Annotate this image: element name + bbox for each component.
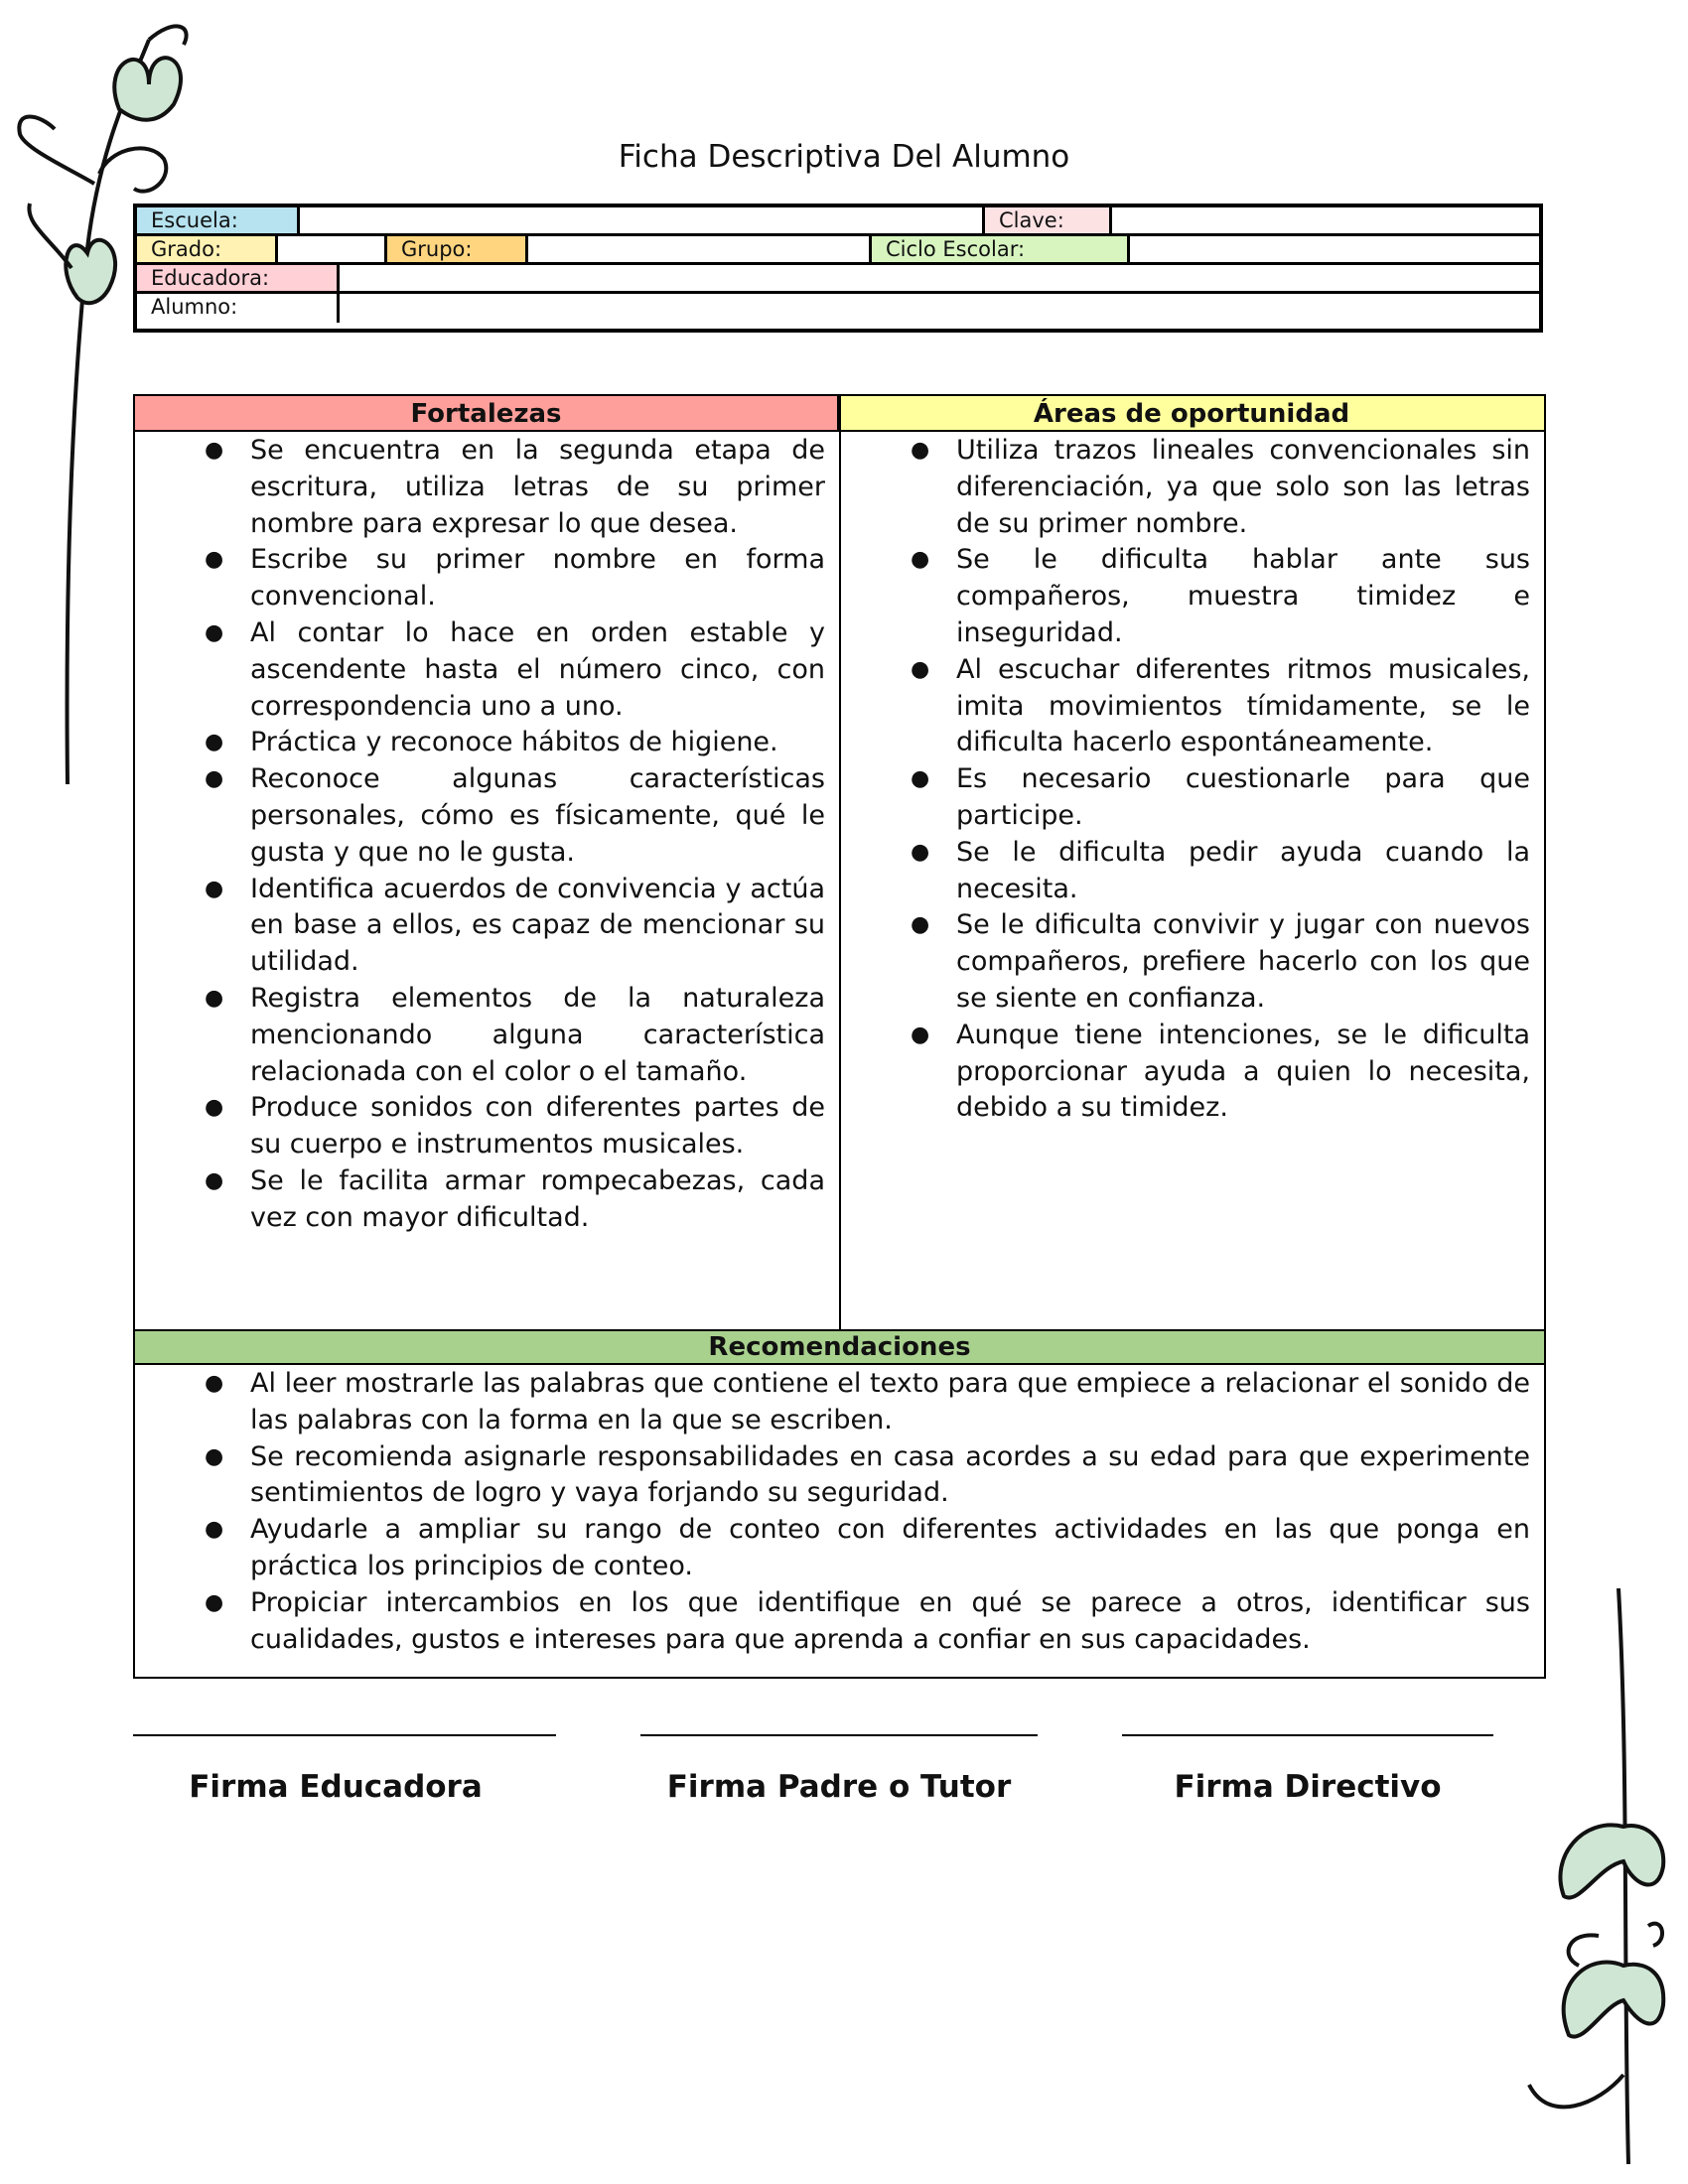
list-item-text: Ayudarle a ampliar su rango de conteo con diferentes actividades en las que ponga en práctica los principios de conteo. (250, 1514, 1530, 1581)
fortalezas-column (135, 433, 839, 1237)
bullet-icon: ● (911, 766, 930, 792)
list-item (135, 761, 825, 871)
list-item-text: Se le dificulta convivir y jugar con nuevos compañeros, prefiere hacerlo con los que se siente en confianza. (956, 909, 1530, 1014)
oportunidad-column (841, 433, 1544, 1127)
fortalezas-header: Fortalezas (135, 396, 839, 432)
signature-line-educadora (133, 1734, 556, 1736)
list-item-text: Reconoce algunas características personales, cómo es físicamente, qué le gusta y que no le gusta. (250, 763, 825, 868)
bullet-icon: ● (205, 1589, 224, 1615)
list-item (135, 1090, 825, 1163)
list-item-text: Al leer mostrarle las palabras que contiene el texto para que empiece a relacionar el sonido de las palabras con la forma en la que se escriben. (250, 1368, 1530, 1435)
recomendaciones-column (135, 1366, 1544, 1658)
bullet-icon: ● (205, 766, 224, 792)
list-item (841, 652, 1530, 761)
bullet-icon: ● (911, 912, 930, 938)
list-item (135, 542, 825, 615)
grado-label: Grado: (137, 236, 278, 262)
list-item-text: Propiciar intercambios en los que identifique en qué se parece a otros, identificar sus cualidades, gustos e intereses para que aprenda a confiar en sus capacidades. (250, 1586, 1530, 1655)
clave-field[interactable] (1112, 207, 1539, 233)
oportunidad-list (841, 433, 1530, 1127)
list-item (841, 1018, 1530, 1127)
clave-label: Clave: (985, 207, 1112, 233)
escuela-field[interactable] (300, 207, 985, 233)
fortalezas-list (135, 433, 825, 1237)
list-item (841, 433, 1530, 542)
list-item (841, 907, 1530, 1017)
oportunidad-header: Áreas de oportunidad (839, 396, 1544, 432)
grupo-label: Grupo: (387, 236, 528, 262)
list-item (135, 615, 825, 725)
bullet-icon: ● (205, 876, 224, 901)
list-item (135, 1439, 1530, 1513)
educadora-field[interactable] (340, 265, 1539, 291)
ciclo-escolar-label: Ciclo Escolar: (872, 236, 1130, 262)
bullet-icon: ● (205, 438, 224, 463)
signature-label-padre: Firma Padre o Tutor (666, 1769, 1012, 1805)
escuela-label: Escuela: (137, 207, 300, 233)
list-item-text: Se recomienda asignarle responsabilidades en casa acordes a su edad para que experimente sentimientos de logro y vaya forjando su seguridad. (250, 1440, 1530, 1509)
signature-label-directivo: Firma Directivo (1174, 1769, 1442, 1805)
list-item (135, 981, 825, 1090)
signature-label-educadora: Firma Educadora (189, 1769, 483, 1805)
recomendaciones-list (135, 1366, 1530, 1658)
grado-field[interactable] (278, 236, 387, 262)
list-item-text: Utiliza trazos lineales convencionales sin diferenciación, ya que solo son las letras de su primer nombre. (956, 435, 1530, 539)
ciclo-escolar-field[interactable] (1130, 236, 1539, 262)
list-item-text: Registra elementos de la naturaleza mencionando alguna característica relacionada con el color o el tamaño. (250, 982, 825, 1087)
list-item-text: Se le dificulta pedir ayuda cuando la necesita. (956, 836, 1530, 904)
bullet-icon: ● (205, 1371, 224, 1396)
list-item (135, 725, 825, 761)
list-item-text: Se le facilita armar rompecabezas, cada vez con mayor dificultad. (250, 1164, 825, 1233)
bullet-icon: ● (205, 1167, 224, 1193)
recomendaciones-header: Recomendaciones (135, 1329, 1544, 1365)
bullet-icon: ● (205, 547, 224, 573)
grupo-field[interactable] (528, 236, 872, 262)
bullet-icon: ● (911, 1022, 930, 1047)
educadora-label: Educadora: (137, 265, 340, 291)
list-item-text: Es necesario cuestionarle para que participe. (956, 763, 1530, 831)
list-item-text: Identifica acuerdos de convivencia y actúa en base a ellos, es capaz de mencionar su utilidad. (250, 873, 825, 978)
bullet-icon: ● (205, 1517, 224, 1543)
list-item-text: Escribe su primer nombre en forma convencional. (250, 544, 825, 613)
list-item-text: Se encuentra en la segunda etapa de escritura, utiliza letras de su primer nombre para expresar lo que desea. (250, 435, 825, 539)
student-info-grid (133, 204, 1543, 333)
list-item (135, 433, 825, 542)
bullet-icon: ● (911, 839, 930, 865)
list-item-text: Se le dificulta hablar ante sus compañeros, muestra timidez e inseguridad. (956, 544, 1530, 648)
signature-line-directivo (1122, 1734, 1493, 1736)
bullet-icon: ● (911, 547, 930, 573)
list-item-text: Al escuchar diferentes ritmos musicales, imita movimientos tímidamente, se le dificulta hacerlo espontáneamente. (956, 653, 1530, 758)
list-item-text: Produce sonidos con diferentes partes de su cuerpo e instrumentos musicales. (250, 1092, 825, 1160)
alumno-field[interactable] (340, 294, 1539, 323)
evaluation-table (133, 394, 1546, 1679)
alumno-label: Alumno: (137, 294, 340, 323)
list-item (841, 761, 1530, 835)
list-item-text: Práctica y reconoce hábitos de higiene. (250, 727, 778, 758)
list-item-text: Aunque tiene intenciones, se le dificulta proporcionar ayuda a quien lo necesita, debido a su timidez. (956, 1019, 1530, 1124)
list-item (135, 1585, 1530, 1659)
bullet-icon: ● (205, 619, 224, 645)
list-item (135, 1366, 1530, 1439)
bullet-icon: ● (205, 1095, 224, 1121)
list-item (841, 542, 1530, 651)
signature-line-padre (640, 1734, 1038, 1736)
bullet-icon: ● (205, 730, 224, 755)
bullet-icon: ● (911, 438, 930, 463)
bullet-icon: ● (205, 985, 224, 1011)
bullet-icon: ● (205, 1443, 224, 1469)
list-item (841, 835, 1530, 908)
list-item (135, 1512, 1530, 1585)
list-item (135, 872, 825, 981)
list-item (135, 1163, 825, 1237)
bullet-icon: ● (911, 656, 930, 682)
page-title: Ficha Descriptiva Del Alumno (618, 139, 1070, 175)
list-item-text: Al contar lo hace en orden estable y ascendente hasta el número cinco, con correspondencia uno a uno. (250, 616, 825, 722)
